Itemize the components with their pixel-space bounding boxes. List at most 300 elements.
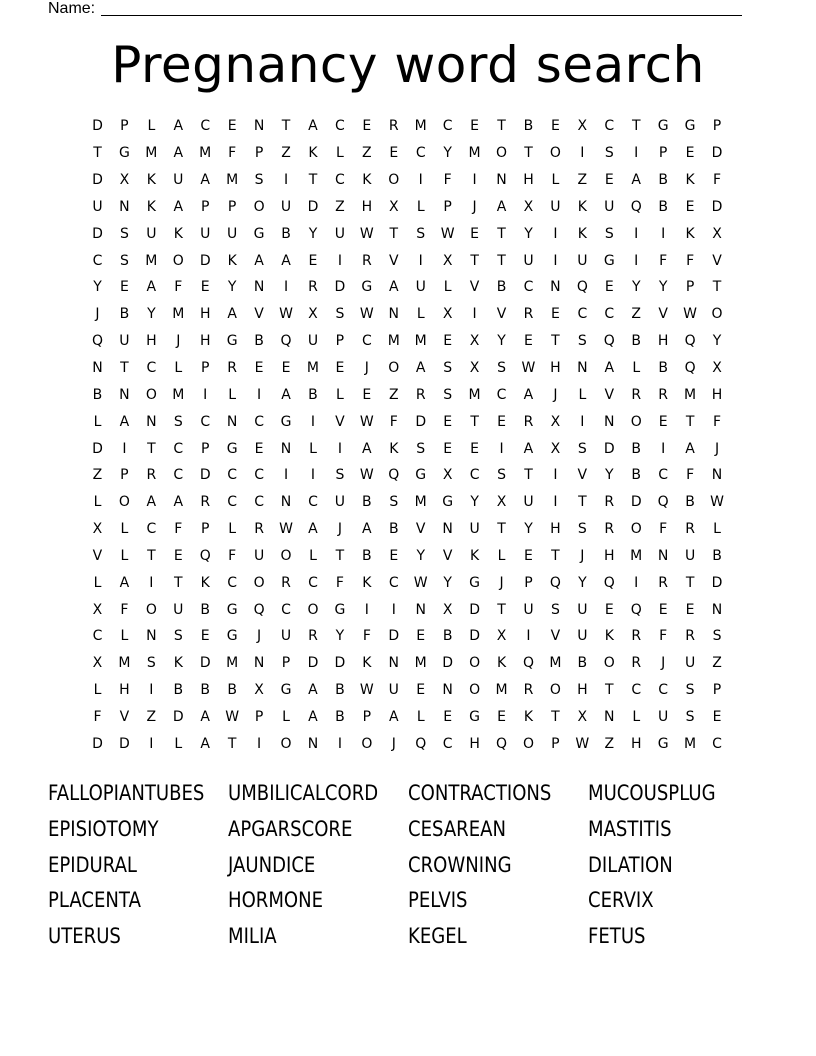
grid-letter[interactable]: W xyxy=(359,225,374,242)
grid-letter[interactable]: E xyxy=(497,708,506,725)
grid-letter[interactable]: A xyxy=(146,279,157,296)
grid-letter[interactable]: T xyxy=(497,601,506,618)
grid-letter[interactable]: H xyxy=(711,386,723,403)
grid-letter[interactable]: G xyxy=(226,440,238,457)
grid-letter[interactable]: J xyxy=(553,386,558,403)
grid-letter[interactable]: A xyxy=(631,172,641,189)
grid-letter[interactable]: G xyxy=(469,708,481,725)
grid-letter[interactable]: J xyxy=(257,628,262,645)
grid-letter[interactable]: V xyxy=(415,521,426,538)
grid-letter[interactable]: I xyxy=(149,735,154,752)
grid-letter[interactable]: X xyxy=(119,172,130,189)
grid-letter[interactable]: C xyxy=(146,521,157,538)
grid-letter[interactable]: Z xyxy=(362,145,372,162)
grid-letter[interactable]: Y xyxy=(658,279,668,296)
grid-letter[interactable]: V xyxy=(658,306,668,323)
grid-letter[interactable]: V xyxy=(442,547,453,564)
grid-letter[interactable]: I xyxy=(283,172,289,189)
grid-letter[interactable]: Q xyxy=(253,601,265,618)
grid-letter[interactable]: O xyxy=(280,735,292,752)
grid-letter[interactable]: Q xyxy=(91,333,103,350)
grid-letter[interactable]: D xyxy=(199,252,211,269)
grid-letter[interactable]: G xyxy=(118,145,130,162)
grid-letter[interactable]: J xyxy=(391,735,396,752)
grid-letter[interactable]: C xyxy=(361,333,372,350)
grid-letter[interactable]: Y xyxy=(443,145,452,162)
grid-letter[interactable]: C xyxy=(254,494,264,511)
grid-letter[interactable]: C xyxy=(92,252,103,269)
grid-letter[interactable]: U xyxy=(307,333,319,350)
grid-letter[interactable]: C xyxy=(415,145,426,162)
grid-letter[interactable]: U xyxy=(227,225,238,242)
grid-letter[interactable]: T xyxy=(605,682,614,699)
grid-letter[interactable]: D xyxy=(307,198,319,215)
grid-letter[interactable]: B xyxy=(658,198,668,215)
grid-letter[interactable]: R xyxy=(604,494,615,511)
grid-letter[interactable]: S xyxy=(335,467,345,484)
grid-letter[interactable]: H xyxy=(199,306,211,323)
grid-letter[interactable]: L xyxy=(120,628,129,645)
grid-letter[interactable]: Z xyxy=(281,145,291,162)
grid-letter[interactable]: O xyxy=(469,682,481,699)
grid-letter[interactable]: G xyxy=(442,494,454,511)
grid-letter[interactable]: E xyxy=(604,172,614,189)
grid-letter[interactable]: Y xyxy=(470,494,479,511)
grid-letter[interactable]: N xyxy=(226,413,238,430)
grid-letter[interactable]: X xyxy=(254,682,264,699)
grid-letter[interactable]: H xyxy=(361,198,373,215)
grid-letter[interactable]: H xyxy=(523,172,534,189)
grid-letter[interactable]: Z xyxy=(388,386,399,403)
grid-letter[interactable]: L xyxy=(632,360,641,377)
grid-letter[interactable]: H xyxy=(199,333,211,350)
grid-letter[interactable]: Y xyxy=(335,628,345,645)
grid-letter[interactable]: T xyxy=(497,252,506,269)
grid-letter[interactable]: D xyxy=(199,467,211,484)
grid-letter[interactable]: K xyxy=(685,225,695,242)
grid-letter[interactable]: X xyxy=(442,252,453,269)
grid-letter[interactable]: T xyxy=(308,172,318,189)
grid-letter[interactable]: R xyxy=(523,413,534,430)
grid-letter[interactable]: E xyxy=(470,225,480,242)
grid-letter[interactable]: V xyxy=(496,306,507,323)
grid-letter[interactable]: P xyxy=(362,708,372,725)
grid-letter[interactable]: S xyxy=(119,225,129,242)
grid-letter[interactable]: T xyxy=(712,279,722,296)
grid-letter[interactable]: N xyxy=(577,360,588,377)
grid-letter[interactable]: X xyxy=(442,601,453,618)
grid-letter[interactable]: E xyxy=(308,252,318,269)
grid-letter[interactable]: O xyxy=(522,735,534,752)
grid-letter[interactable]: Q xyxy=(549,574,561,591)
grid-letter[interactable]: N xyxy=(550,279,561,296)
grid-letter[interactable]: B xyxy=(685,494,695,511)
grid-letter[interactable]: T xyxy=(551,547,560,564)
grid-letter[interactable]: B xyxy=(631,440,642,457)
grid-letter[interactable]: R xyxy=(281,574,291,591)
grid-letter[interactable]: H xyxy=(469,735,480,752)
grid-letter[interactable]: R xyxy=(631,655,642,672)
grid-letter[interactable]: M xyxy=(468,386,481,403)
grid-letter[interactable]: E xyxy=(443,413,453,430)
grid-letter[interactable]: L xyxy=(551,172,560,189)
grid-letter[interactable]: B xyxy=(523,118,534,135)
grid-letter[interactable]: O xyxy=(388,360,400,377)
grid-letter[interactable]: P xyxy=(200,521,210,538)
grid-letter[interactable]: M xyxy=(684,386,697,403)
grid-letter[interactable]: M xyxy=(145,252,158,269)
grid-letter[interactable]: U xyxy=(253,547,265,564)
grid-letter[interactable]: B xyxy=(658,360,668,377)
grid-letter[interactable]: X xyxy=(712,225,722,242)
grid-letter[interactable]: I xyxy=(257,735,262,752)
grid-letter[interactable]: U xyxy=(146,225,157,242)
grid-letter[interactable]: I xyxy=(364,601,369,618)
grid-letter[interactable]: I xyxy=(661,440,666,457)
grid-letter[interactable]: O xyxy=(496,145,508,162)
grid-letter[interactable]: U xyxy=(550,198,561,215)
grid-letter[interactable]: M xyxy=(549,655,562,672)
grid-letter[interactable]: N xyxy=(280,440,292,457)
grid-letter[interactable]: X xyxy=(550,413,561,430)
grid-letter[interactable]: H xyxy=(577,682,588,699)
grid-letter[interactable]: A xyxy=(254,252,264,269)
grid-letter[interactable]: C xyxy=(631,682,642,699)
grid-letter[interactable]: S xyxy=(443,360,453,377)
grid-letter[interactable]: A xyxy=(415,360,426,377)
grid-letter[interactable]: W xyxy=(440,225,455,242)
grid-letter[interactable]: L xyxy=(93,494,102,511)
grid-letter[interactable]: N xyxy=(119,198,130,215)
grid-letter[interactable]: U xyxy=(684,655,696,672)
grid-letter[interactable]: Q xyxy=(630,601,642,618)
grid-letter[interactable]: S xyxy=(685,682,695,699)
grid-letter[interactable]: D xyxy=(469,628,480,645)
grid-letter[interactable]: Z xyxy=(335,198,345,215)
grid-letter[interactable]: N xyxy=(253,118,265,135)
grid-letter[interactable]: S xyxy=(497,360,506,377)
grid-letter[interactable]: E xyxy=(497,413,506,430)
grid-letter[interactable]: A xyxy=(200,735,210,752)
grid-letter[interactable]: R xyxy=(308,628,318,645)
grid-letter[interactable]: S xyxy=(604,225,614,242)
grid-letter[interactable]: K xyxy=(577,225,587,242)
grid-letter[interactable]: U xyxy=(280,628,292,645)
grid-letter[interactable]: I xyxy=(553,467,558,484)
grid-letter[interactable]: N xyxy=(442,521,453,538)
grid-letter[interactable]: T xyxy=(497,118,506,135)
grid-letter[interactable]: X xyxy=(496,628,507,645)
grid-letter[interactable]: P xyxy=(120,467,129,484)
grid-letter[interactable]: Y xyxy=(308,225,318,242)
grid-letter[interactable]: R xyxy=(227,360,238,377)
grid-letter[interactable]: C xyxy=(523,279,534,296)
grid-letter[interactable]: D xyxy=(603,440,615,457)
grid-letter[interactable]: Y xyxy=(605,467,614,484)
grid-letter[interactable]: C xyxy=(335,172,345,189)
grid-letter[interactable]: H xyxy=(550,360,561,377)
grid-letter[interactable]: M xyxy=(199,145,212,162)
grid-letter[interactable]: C xyxy=(308,494,318,511)
grid-letter[interactable]: W xyxy=(225,708,240,725)
grid-letter[interactable]: W xyxy=(359,682,374,699)
grid-letter[interactable]: E xyxy=(200,628,210,645)
grid-letter[interactable]: F xyxy=(174,279,183,296)
grid-letter[interactable]: E xyxy=(604,279,614,296)
grid-letter[interactable]: O xyxy=(145,601,157,618)
grid-letter[interactable]: I xyxy=(499,440,504,457)
grid-letter[interactable]: I xyxy=(391,601,396,618)
grid-letter[interactable]: G xyxy=(415,467,427,484)
grid-letter[interactable]: P xyxy=(254,708,264,725)
grid-letter[interactable]: Y xyxy=(524,225,533,242)
grid-letter[interactable]: E xyxy=(173,547,183,564)
grid-letter[interactable]: C xyxy=(281,601,291,618)
grid-letter[interactable]: P xyxy=(335,333,345,350)
grid-letter[interactable]: S xyxy=(550,601,560,618)
grid-letter[interactable]: U xyxy=(684,547,696,564)
grid-letter[interactable]: Q xyxy=(280,333,292,350)
grid-letter[interactable]: A xyxy=(173,494,184,511)
grid-letter[interactable]: D xyxy=(92,172,103,189)
grid-letter[interactable]: N xyxy=(92,360,103,377)
grid-letter[interactable]: O xyxy=(388,172,400,189)
grid-letter[interactable]: V xyxy=(577,467,588,484)
grid-letter[interactable]: F xyxy=(362,628,371,645)
grid-letter[interactable]: A xyxy=(388,708,399,725)
grid-letter[interactable]: T xyxy=(497,521,506,538)
grid-letter[interactable]: U xyxy=(173,172,184,189)
grid-letter[interactable]: L xyxy=(174,735,183,752)
grid-letter[interactable]: Q xyxy=(522,655,534,672)
grid-letter[interactable]: F xyxy=(389,413,398,430)
grid-letter[interactable]: N xyxy=(280,494,292,511)
grid-letter[interactable]: E xyxy=(470,440,480,457)
grid-letter[interactable]: J xyxy=(661,655,666,672)
grid-letter[interactable]: E xyxy=(470,118,480,135)
grid-letter[interactable]: J xyxy=(364,360,369,377)
grid-letter[interactable]: S xyxy=(685,708,695,725)
grid-letter[interactable]: C xyxy=(227,494,238,511)
grid-letter[interactable]: E xyxy=(416,682,426,699)
grid-letter[interactable]: S xyxy=(335,306,345,323)
grid-letter[interactable]: C xyxy=(577,306,588,323)
grid-letter[interactable]: W xyxy=(575,735,590,752)
grid-letter[interactable]: A xyxy=(200,172,210,189)
grid-letter[interactable]: M xyxy=(684,735,697,752)
grid-letter[interactable]: J xyxy=(499,574,504,591)
grid-letter[interactable]: B xyxy=(362,547,372,564)
grid-letter[interactable]: N xyxy=(711,467,723,484)
grid-letter[interactable]: H xyxy=(630,735,642,752)
grid-letter[interactable]: Q xyxy=(388,467,400,484)
grid-letter[interactable]: D xyxy=(334,279,346,296)
grid-letter[interactable]: U xyxy=(523,601,534,618)
grid-letter[interactable]: S xyxy=(577,521,587,538)
grid-letter[interactable]: H xyxy=(119,682,130,699)
grid-letter[interactable]: D xyxy=(199,655,211,672)
grid-letter[interactable]: Q xyxy=(684,333,696,350)
grid-letter[interactable]: S xyxy=(577,440,587,457)
grid-letter[interactable]: T xyxy=(147,547,156,564)
grid-letter[interactable]: P xyxy=(551,735,560,752)
grid-letter[interactable]: N xyxy=(146,628,157,645)
grid-letter[interactable]: G xyxy=(226,333,238,350)
grid-letter[interactable]: Q xyxy=(603,333,615,350)
grid-letter[interactable]: H xyxy=(604,547,615,564)
grid-letter[interactable]: P xyxy=(254,145,264,162)
grid-letter[interactable]: X xyxy=(308,306,318,323)
grid-letter[interactable]: K xyxy=(523,708,534,725)
grid-letter[interactable]: I xyxy=(310,467,316,484)
grid-letter[interactable]: F xyxy=(443,172,452,189)
grid-letter[interactable]: E xyxy=(712,708,722,725)
grid-letter[interactable]: I xyxy=(553,494,558,511)
grid-letter[interactable]: A xyxy=(200,708,210,725)
grid-letter[interactable]: C xyxy=(227,467,238,484)
grid-letter[interactable]: N xyxy=(253,279,265,296)
grid-letter[interactable]: Q xyxy=(657,494,669,511)
grid-letter[interactable]: F xyxy=(659,521,668,538)
grid-letter[interactable]: L xyxy=(443,279,452,296)
grid-letter[interactable]: R xyxy=(604,521,615,538)
grid-letter[interactable]: Y xyxy=(578,574,587,591)
grid-letter[interactable]: W xyxy=(359,467,374,484)
grid-letter[interactable]: X xyxy=(469,333,480,350)
grid-letter[interactable]: O xyxy=(711,306,723,323)
grid-letter[interactable]: A xyxy=(362,521,372,538)
grid-letter[interactable]: I xyxy=(418,172,423,189)
grid-letter[interactable]: I xyxy=(337,252,342,269)
grid-letter[interactable]: T xyxy=(685,574,695,591)
grid-letter[interactable]: K xyxy=(362,574,372,591)
grid-letter[interactable]: N xyxy=(711,601,723,618)
grid-letter[interactable]: B xyxy=(200,601,211,618)
grid-letter[interactable]: C xyxy=(388,574,399,591)
grid-letter[interactable]: N xyxy=(388,306,400,323)
grid-letter[interactable]: B xyxy=(92,386,103,403)
grid-letter[interactable]: M xyxy=(414,655,427,672)
grid-letter[interactable]: A xyxy=(308,682,318,699)
grid-letter[interactable]: R xyxy=(200,494,211,511)
grid-letter[interactable]: T xyxy=(335,547,345,564)
grid-letter[interactable]: B xyxy=(577,655,588,672)
grid-letter[interactable]: Y xyxy=(712,333,722,350)
grid-letter[interactable]: R xyxy=(631,386,642,403)
grid-letter[interactable]: P xyxy=(200,198,210,215)
grid-letter[interactable]: D xyxy=(92,225,103,242)
grid-letter[interactable]: M xyxy=(145,145,158,162)
grid-letter[interactable]: T xyxy=(281,118,291,135)
grid-letter[interactable]: T xyxy=(524,145,533,162)
grid-letter[interactable]: G xyxy=(657,735,669,752)
grid-letter[interactable]: B xyxy=(362,494,372,511)
grid-letter[interactable]: O xyxy=(361,735,373,752)
grid-letter[interactable]: U xyxy=(388,682,399,699)
grid-letter[interactable]: C xyxy=(335,118,345,135)
grid-letter[interactable]: F xyxy=(120,601,129,618)
grid-letter[interactable]: W xyxy=(359,306,374,323)
grid-letter[interactable]: B xyxy=(442,628,453,645)
grid-letter[interactable]: C xyxy=(200,118,211,135)
grid-letter[interactable]: V xyxy=(712,252,722,269)
grid-letter[interactable]: K xyxy=(200,574,210,591)
grid-letter[interactable]: Q xyxy=(496,735,508,752)
grid-letter[interactable]: E xyxy=(200,279,210,296)
grid-letter[interactable]: U xyxy=(523,252,534,269)
grid-letter[interactable]: E xyxy=(119,279,129,296)
grid-letter[interactable]: U xyxy=(469,521,480,538)
grid-letter[interactable]: K xyxy=(146,172,156,189)
grid-letter[interactable]: A xyxy=(119,574,130,591)
grid-letter[interactable]: A xyxy=(173,145,184,162)
grid-letter[interactable]: B xyxy=(119,306,130,323)
grid-letter[interactable]: E xyxy=(685,145,695,162)
grid-letter[interactable]: K xyxy=(685,172,695,189)
grid-letter[interactable]: W xyxy=(683,306,698,323)
grid-letter[interactable]: N xyxy=(307,735,319,752)
grid-letter[interactable]: A xyxy=(227,306,237,323)
grid-letter[interactable]: X xyxy=(92,601,103,618)
grid-letter[interactable]: V xyxy=(550,628,561,645)
grid-letter[interactable]: U xyxy=(119,333,130,350)
grid-letter[interactable]: O xyxy=(549,682,561,699)
grid-letter[interactable]: B xyxy=(496,279,507,296)
grid-letter[interactable]: E xyxy=(335,360,345,377)
grid-letter[interactable]: L xyxy=(336,386,344,403)
grid-letter[interactable]: D xyxy=(711,574,723,591)
grid-letter[interactable]: T xyxy=(227,735,237,752)
grid-letter[interactable]: D xyxy=(172,708,184,725)
grid-letter[interactable]: S xyxy=(416,440,426,457)
grid-letter[interactable]: R xyxy=(658,574,669,591)
grid-letter[interactable]: D xyxy=(630,494,642,511)
grid-letter[interactable]: I xyxy=(149,574,154,591)
grid-letter[interactable]: M xyxy=(387,333,400,350)
grid-letter[interactable]: D xyxy=(92,118,103,135)
grid-letter[interactable]: T xyxy=(685,413,695,430)
grid-letter[interactable]: E xyxy=(416,628,426,645)
grid-letter[interactable]: A xyxy=(604,360,615,377)
grid-letter[interactable]: U xyxy=(200,225,211,242)
grid-letter[interactable]: B xyxy=(658,172,668,189)
grid-letter[interactable]: A xyxy=(523,440,534,457)
grid-letter[interactable]: I xyxy=(337,735,342,752)
grid-letter[interactable]: U xyxy=(415,279,426,296)
grid-letter[interactable]: O xyxy=(253,574,265,591)
grid-letter[interactable]: U xyxy=(280,198,292,215)
grid-letter[interactable]: I xyxy=(634,225,639,242)
grid-letter[interactable]: T xyxy=(470,413,479,430)
grid-letter[interactable]: W xyxy=(710,494,724,511)
grid-letter[interactable]: S xyxy=(254,172,264,189)
grid-letter[interactable]: W xyxy=(521,360,536,377)
grid-letter[interactable]: L xyxy=(174,360,183,377)
grid-letter[interactable]: V xyxy=(469,279,480,296)
grid-letter[interactable]: A xyxy=(173,118,184,135)
grid-letter[interactable]: K xyxy=(146,198,156,215)
grid-letter[interactable]: Q xyxy=(576,279,588,296)
grid-letter[interactable]: K xyxy=(173,655,183,672)
grid-letter[interactable]: K xyxy=(362,655,372,672)
grid-letter[interactable]: F xyxy=(228,145,237,162)
grid-letter[interactable]: L xyxy=(713,521,721,538)
grid-letter[interactable]: I xyxy=(526,628,531,645)
grid-letter[interactable]: I xyxy=(257,386,262,403)
grid-letter[interactable]: X xyxy=(523,198,534,215)
grid-letter[interactable]: A xyxy=(523,386,534,403)
grid-letter[interactable]: X xyxy=(442,467,453,484)
